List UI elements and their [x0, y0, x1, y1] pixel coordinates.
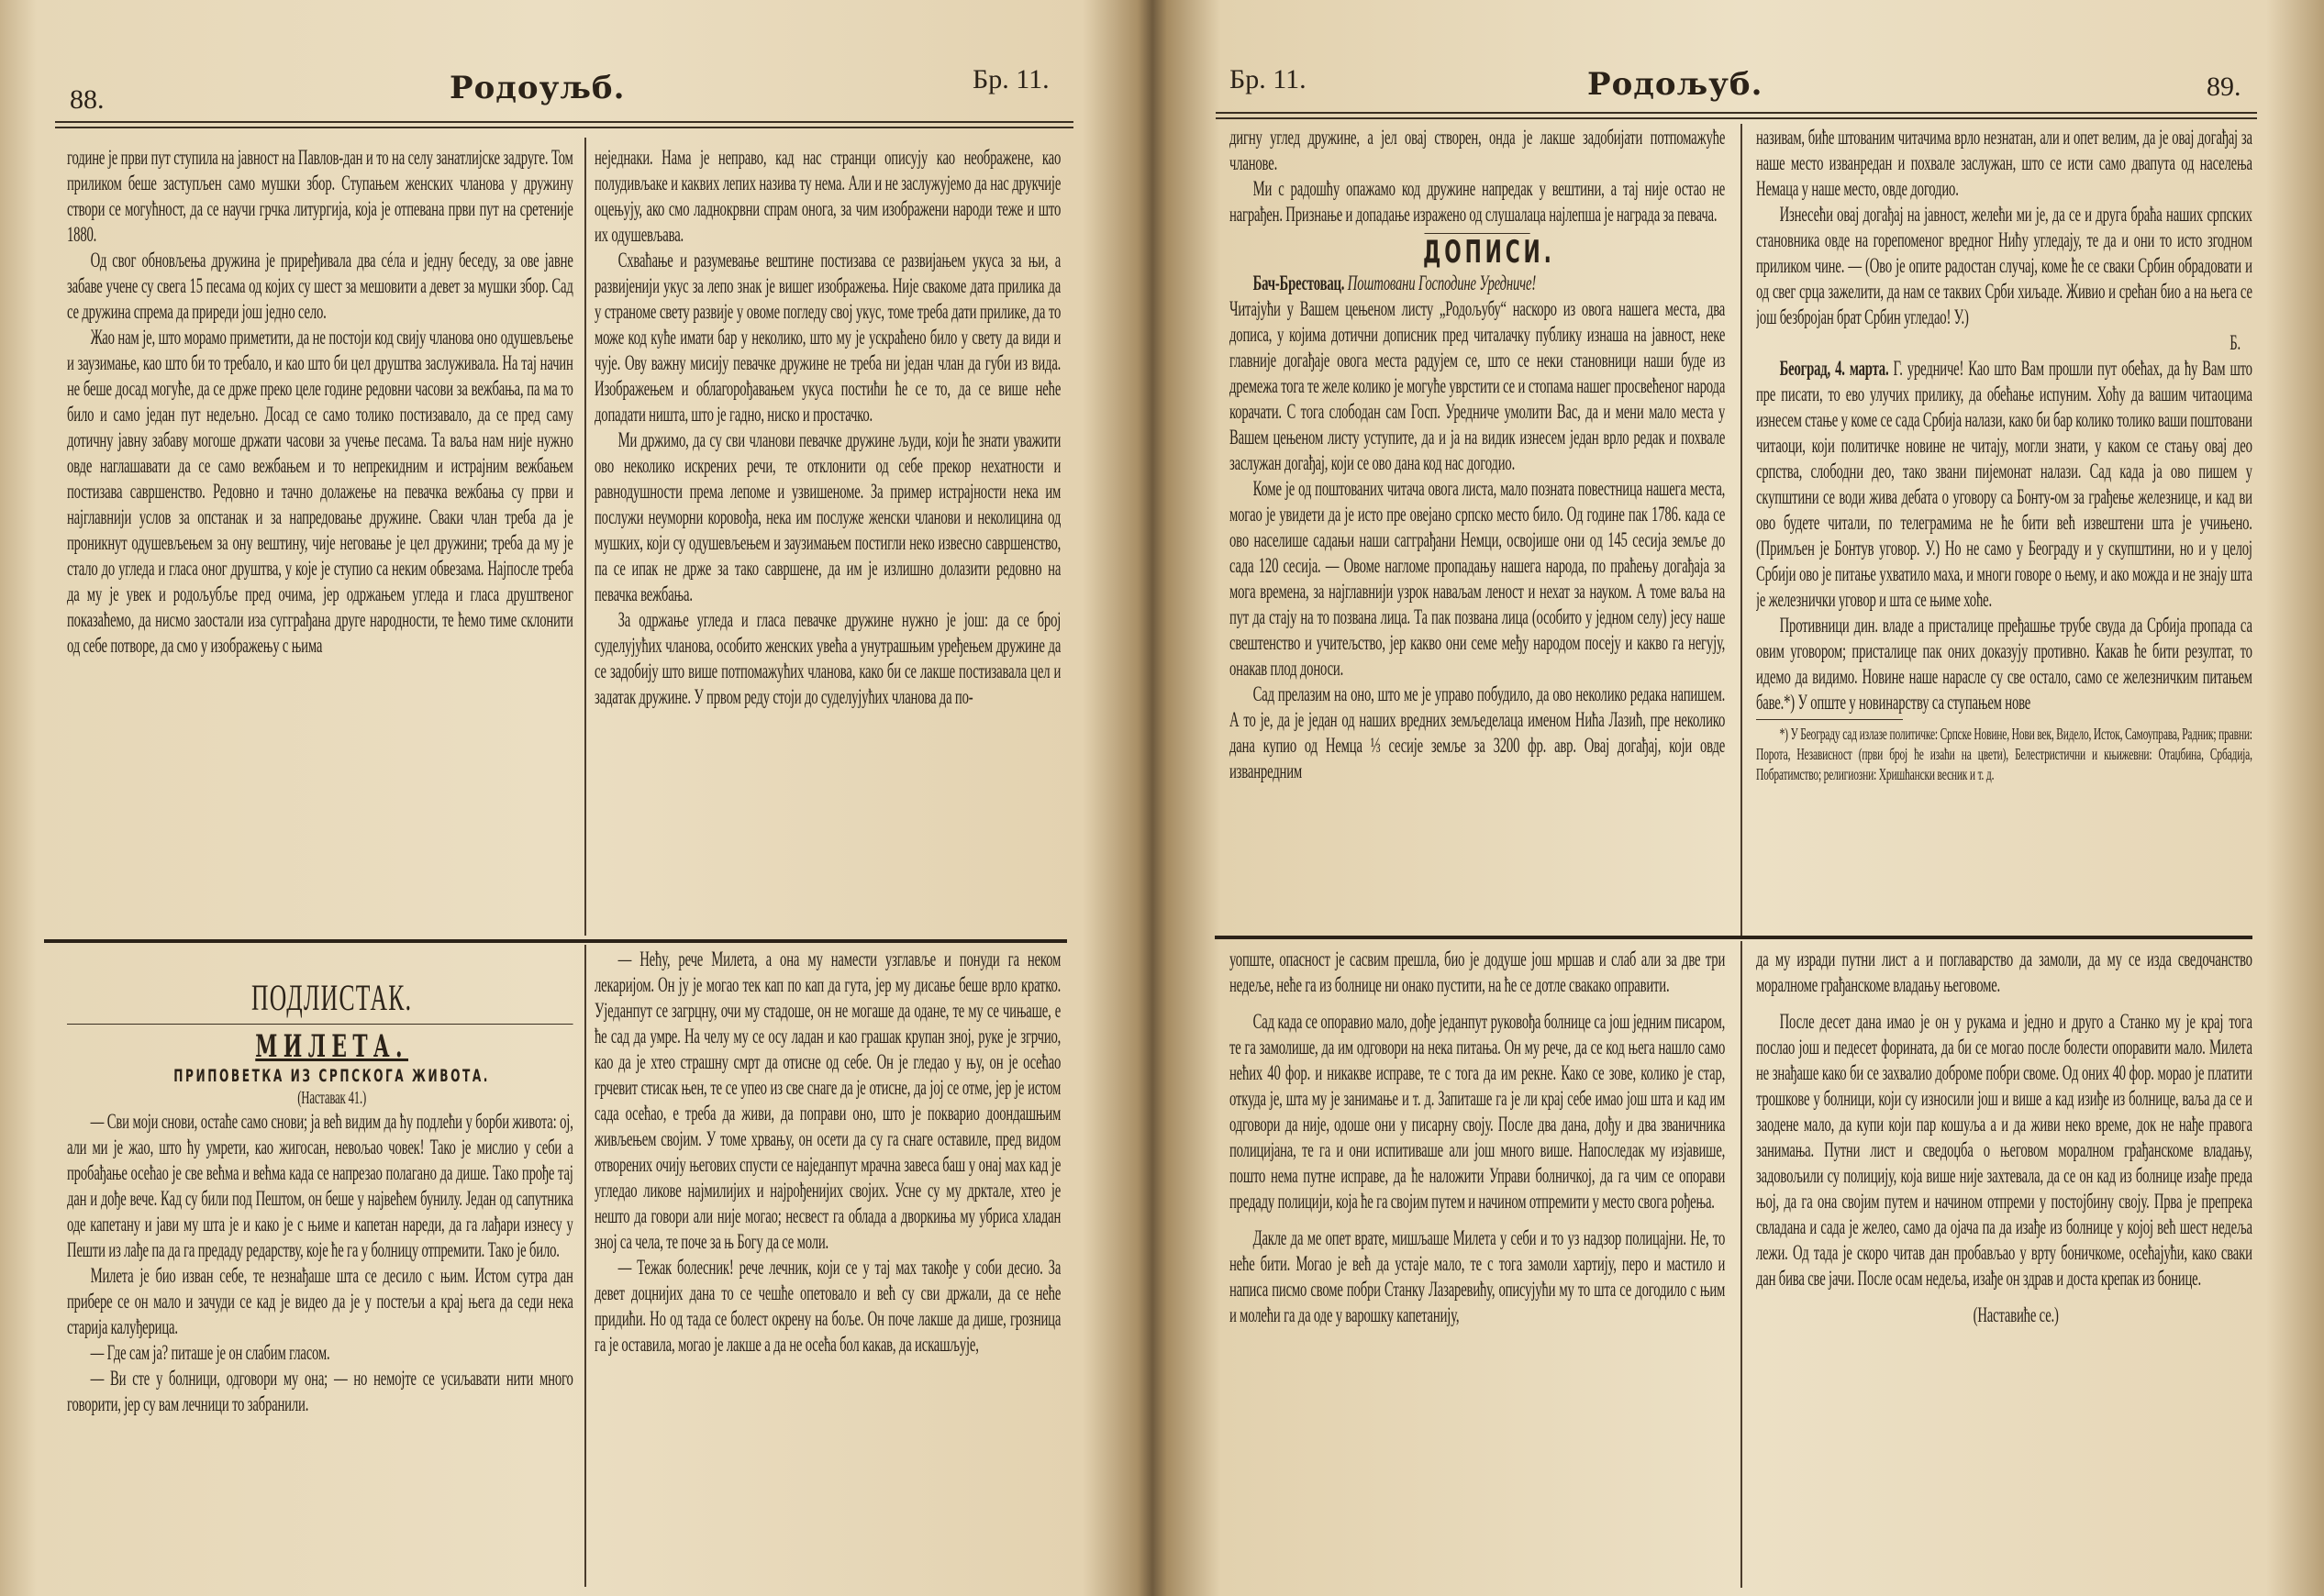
paragraph: Коме је од поштованих читача овога листа, мало позната повестница нашега места, могао је увидети да је исто пре овејано српско место било. Од године пак 1786. када се ово населише садањи наши сагграђани Немци, освојише они од 145 сесија земље до сада 120 сесија. — Овоме нагломе пропадању нашега народа, по праћењу догађаја за мога времена, за најглавнији узрок наваљам леност и нехат за науком. А томе ваља на пут да стају на то позвана лица. Та пак позвана лица (особито у једном селу) јесу наше свештенство и учитељство, јер какво они семе међу народом посеју и какво га негују, онакав плод доноси.: [1229, 477, 1726, 680]
paragraph: После десет дана имао је он у рукама и једно и друго а Станко му је крај тога послао још и педесет форината, да би се могао после болести опоравити мало. Милета не знађаше како би се захвалио доброме побри своме. Од оних 40 фор. морао је платити трошкове у болници, који су износили још и више а кад изиђе из болнице, ваља да се и заодене мало, да купи који пар кошуља а и да живи неко време, док не нађе правога занимања. Путни лист и сведоџба о његовом моралном грађанскоме владању, задовољили су полицију, која више није захтевала, да се он кад из болнице изађе преда њој, да га она својим путем и начином отпреми у постојбину своју. Прва је препрека свладана и сада је желео, само да ојача па да изађе из болнице у којој већ шест недеља лежи. Од тада је скоро читав дан пробављао у врту боничкоме, осећајући, како сваки дан бива све јачи. После осам недеља, изађе он здрав и доста крепак из бонице.: [1756, 1010, 2252, 1290]
story-title: МИЛЕТА.: [255, 1028, 409, 1065]
paragraph: За одржање угледа и гласа певачке дружине нужно је још: да се број суделујућих чланова, особито женских увећа а унутрашњим уређењем дружине да се задобију што више потпомажућих чланова, како би се лакше постизавала цел и задатак дружине. У првом реду стоји до суделујућих чланова да по-: [595, 608, 1062, 708]
paragraph: Ми с радошћу опажамо код дружине напредак у вештини, а тај није остао не награђен. Признање и допадање изражено од слушалаца најлепша је награда за певача.: [1229, 177, 1726, 226]
right-feuilleton-column-2: [1756, 947, 2252, 1590]
paragraph: Милета је био изван себе, те незнађаше шта се десило с њим. Истом сутра дан прибере се он мало и зачуди се кад је видео да је у постељи а крај њега да седи нека старија калуђерица.: [67, 1264, 573, 1338]
section-heading-dopisi: ДОПИСИ.: [1423, 234, 1555, 271]
paragraph: називам, биће штованим читачима врло незнатан, али и опет велим, да је овај догађај за наше место изванредан и похвале заслужан, што се исти само двапута од населења Немаца у наше место, овде догодио.: [1756, 126, 2252, 200]
footnote: *) У Београду сад излазе политичке: Српске Новине, Нови век, Видело, Исток, Самоуправа, Радник; правни: Порота, Независност (први број ће изаћи на цвети), Белестристични и књижевни: Отаџбина, Србадија, Побратимство; религиозни: Хришћански весник и т. д.: [1756, 725, 2252, 783]
feuilleton-rule-right: [1215, 936, 2252, 939]
paragraph: — Тежак болесник! рече лечник, који се у тај мах такође у соби десио. За девет доцнијих дана то се чешће опетовало и већ су сви држали, да се неће придићи. Но од тада се болест окрену на боље. Он поче лакше да дише, грозница га је оставила, могао је лакше а да не осећа бол какав, да искашљује,: [595, 1256, 1062, 1356]
feuilleton-section-title: ПОДЛИСТАК.: [251, 977, 413, 1018]
header-rule-left: [55, 121, 1073, 128]
paragraph: Схваћање и разумевање вештине постизава се развијањем укуса за њи, а развијенији укус за лепо знак је вишег изображења. Није свакоме дата прилика да у страноме свету развије у овоме погледу свој укус, томе треба дати прилике, да то може код куће имати бар у неколико, што му је ускраћено било у свету да види и чује. Ову важну мисију певачке дружине не треба ни један члан да губи из вида. Изображењем и облагорођавањем укуса постићи ће се то, да се више неће допадати ништа, што је гадно, ниско и простачко.: [595, 249, 1062, 426]
left-top-column-1: [67, 145, 573, 936]
column-divider: [1740, 941, 1742, 1588]
paragraph: Дакле да ме опет врате, мишљаше Милета у себи и то уз надзор полицајни. Не, то неће бити. Могао је већ да устаје мало, те с тога замоли хартију, перо и мастило и написа писмо своме побри Станку Лазаревићу, описујући му то шта се догодило с њим и молећи га да оде у варошку капетанију,: [1229, 1226, 1726, 1326]
paragraph: године је први пут ступила на јавност на Павлов-дан и то на селу занатлијске задруге. Том приликом беше заступљен само мушки збор. Ступањем женских чланова у дружину створи се могућност, да се научи грчка литургија, која је отпевана први пут на сретеније 1880.: [67, 146, 573, 246]
letter-opening: [1229, 271, 1725, 296]
paragraph: дигну углед дружине, а јел овај створен, онда је лакше задобијати потпомажуће чланове.: [1229, 126, 1726, 174]
issue-number-left: Бр. 11.: [973, 64, 1050, 94]
column-divider: [584, 945, 586, 1587]
feuilleton-rule-left: [44, 939, 1067, 943]
paragraph: уопште, опасност је сасвим прешла, био је додуше још мршав и слаб али за две три недеље, неће га из болнице ни онако пустити, на ће се дотле свакако оправити.: [1229, 948, 1726, 996]
paragraph: — Нећу, рече Милета, а она му намести узглавље и понуди га неком лекаријом. Он ју је могао тек кап по кап да гута, јер му дисање беше врло кратко. Уједанпут се загрцну, очи му стадоше, он не могаше да одане, те му се чињаше, е ће сад да умре. На челу му се осу ладан и као грашак крупан зној, руке је згрчио, као да је хтео страшну смрт да отисне од себе. Он је гледао у њу, он је осећао грчевит стисак њен, те се упео из све снаге да је отисне, да јој се отме, јер је истом сада осећао, е треба да живи, да поправи оно, што је покварио доондашњим живљењем својим. У томе хрвању, он осети да су га снаге оставиле, пред видом отворених очију његових спусти се наједанпут мрачна завеса баш у онај мах кад је угледао ликове најмилијих и најрођенијих својих. Усне су му дрктале, хтео је нешто да говори али није могао; несвест га облада а дворкиња му убриса хладан зној са чела, те поче за њ Богу да се моли.: [595, 948, 1062, 1253]
paragraph: Изнесећи овај догађај на јавност, желећи ми је, да се и друга браћа наших српских становника овде на горепоменог вредног Нићу угледају, те да и они то исто згодном приликом чине. — (Ово је опите радостан случај, коме ће се сваки Србин обрадовати и од свег срца зажелити, да нам се таквих Срби хиљаде. Живио и срећан био а на њега се још безбројан брат Србин угледао! У.): [1756, 203, 2252, 328]
paragraph: неједнаки. Нама је неправо, кад нас странци описују као неображене, као полудивљаке и каквих лепих назива ту нема. Али и не заслужујемо да нас друкчије оцењују, ако смо ладнокрвни спрам онога, за чим изображени народи теже и што их одушевљава.: [595, 146, 1062, 246]
paragraph: Жао нам је, што морамо приметити, да не постоји код свију чланова оно одушевљење и заузимање, као што би то требало, и као што би цел друштва заслуживала. На тај начин не беше досад могуће, да се држе преко целе године редовни часови за вежбања, па ма то било и само један пут недељно. Досад се само толико постизавало, да се пред саму дотичну јавну забаву могоше држати часови за учење песама. Та ваља нам није нужно овде наглашавати да се само вежбањем и то непрекидним и истрајним вежбањем постизава савршенство. Редовно и тачно долажење на певачка вежбања су први и најглавнији услов за опстанак и за напредовање дружине. Сваки члан треба да је проникнут одушевљењем за ону вештину, чије неговање је цел дружини; треба да му је стало до угледа и гласа оног друштва, у које је ступио са неким обвезама. Најпосле треба да му је увек и родољубље пред очима, јер одржањем угледа и гласа друштвеног показаћемо, да нисмо заостали иза сугграђана друге народности, те ћемо тиме склонити од себе потворе, да смо у изображењу с њима: [67, 326, 573, 657]
paragraph: — Где сам ја? питаше је он слабим гласом.: [90, 1341, 330, 1364]
column-divider: [1740, 124, 1742, 936]
left-feuilleton-column-1: [67, 976, 573, 1590]
page-number-left: 88.: [70, 84, 105, 115]
paragraph: да му изради путни лист а и поглаварство да замоли, да му се изда сведочанство моралноме грађанскоме владању његовоме.: [1756, 948, 2252, 996]
masthead-left: Родоуљб.: [450, 70, 626, 106]
installment-label: (Наставак 41.): [297, 1088, 367, 1108]
column-divider: [584, 138, 586, 936]
letter-salutation: Поштовани Господине Уредниче!: [1347, 272, 1537, 294]
paragraph: Читајући у Вашем цењеном листу „Родољубу“ наскоро из овога нашега места, два дописа, у којима дотични дописник пред читалачку публику изнаша на јавност, неке главније догађаје овога места радујем се, што се неки становници наши буде из дремежа тога те желе колико је могуће уврстити се и стопама нашег просвећеног народа корачати. С тога слободан сам Госп. Уредниче умолити Вас, да и мени мало места у Вашем цењеном листу уступите, да и ја на видик изнесем један врло редак и похвале заслужан догађај, који се ово дана код нас догодио.: [1229, 297, 1726, 474]
left-top-column-2: [595, 145, 1061, 936]
paragraph: Ми држимо, да су сви чланови певачке дружине људи, који ће знати уважити ово неколико искрених речи, те отклонити од себе прекор нехатности и равнодушности према лепоме и узвишеноме. За пример истрајности нека им послужи неуморни коровођа, нека им послуже женски чланови и неколицина од мушких, који су одушевљењем и заузимањем постигли неко извесно савршенство, па се ипак не држе за тако савршене, да им је излишно долазити редовно на певачка вежбања.: [595, 428, 1062, 605]
header-rule-right: [1216, 112, 2257, 119]
left-feuilleton-column-2: [595, 947, 1061, 1590]
paragraph: Сад прелазим на оно, што ме је управо побудило, да ово неколико редака напишем. А то је, да је један од наших вредних земљеделаца именом Нића Лазић, пре неколико дана купио од Немца ⅓ сесије земље за 3200 фр. авр. Овај догађај, који овде изванредним: [1229, 682, 1726, 782]
masthead-right: Родољуб.: [1587, 66, 1763, 103]
right-feuilleton-column-1: [1229, 947, 1725, 1590]
divider: [67, 1024, 573, 1025]
paragraph: Сад када се опоравио мало, дође једанпут руковођа болнице са још једним писаром, те га замолише, да им одговори на нека питања. Он му рече, да се код њега нашло само нећих 40 фор. и никакве исправе, те с тога да им рекне. Како се зове, колико је стар, откуда је, шта му је занимање и т. д. Запиташе га је ли крај себе имао још шта и кад им одговори да није, одоше они у писарну своју. После два дана, дођу и два званичника полицијана, те га и они испитиваше али још много више. Напоследак му изјавише, пошто нема путне исправе, да ће наложити Управи болничкој, да га чим се опорави предаду полицији, која ће га својим путем и начином отпремити у место свога рођења.: [1229, 1010, 1726, 1213]
paragraph: Г. уредниче! Као што Вам прошли пут обећах, да ћу Вам што пре писати, то ево улучих прилику, да обећање испуним. Хоћу да вашим читаоцима изнесем стање у коме се сада Србија налази, како би бар колико толико ваши поштовани читаоци, који политичке новине не читају, могли знати, у каком се стању овај део српства, слободни део, тако звани пијемонат налази. Сад када ја ово пишем у скупштини се води жива дебата о уговору са Бонту-ом за грађење железнице, и кад ви ово будете читали, по телеграмима не ће бити већ извештени шта је учињено. (Примљен је Бонтув уговор. У.) Но не само у Београду и у скупштини, но и у целој Србији ово је питање ухватило маха, и многи говоре о њему, и ако можда и не знају шта је железнички уговор и шта се њиме хоће.: [1756, 357, 2252, 611]
letter-signature: Б.: [2229, 331, 2241, 354]
paragraph: Од свог обновљења дружина је приређивала два сéла и једну беседу, за ове јавне забаве учене су свега 15 песама од којих су шест за мешовити а девет за мушки збор. Сад се дружина спрема да приреди још једно село.: [67, 249, 573, 323]
paragraph: — Сви моји снови, остаће само снови; ја већ видим да ћу подлећи у борби живота: ој, али ми је жао, што ћу умрети, као жигосан, невољао човек! Тако је мислио у себи а пробађање осећао је све већма и већма када се напрезао полагано да дише. Тако прође тај дан и дође вече. Кад су били под Пештом, он беше у највећем бунилу. Један од сапутника оде капетану и јави му шта је и како је с њиме и капетан нареди, да га лађари изнесу у Пешти из лађе па да га предаду редарству, које ће га у болницу отпремити. Тако је било.: [67, 1110, 573, 1261]
letter-place: Београд, 4. марта.: [1779, 357, 1889, 380]
right-top-column-1: [1229, 125, 1725, 932]
to-be-continued: (Наставиће се.): [1973, 1303, 2059, 1326]
letter-opening: [1756, 356, 2252, 613]
paragraph: — Ви сте у болници, одговори му она; — но немојте се усиљавати нити много говорити, јер су вам лечници то забранили.: [67, 1367, 573, 1415]
story-subtitle: ПРИПОВЕТКА ИЗ СРПСКОГА ЖИВОТА.: [173, 1066, 490, 1086]
letter-place: Бач-Брестовац.: [1252, 272, 1345, 294]
footnote-divider: [1756, 719, 1903, 720]
issue-number-right: Бр. 11.: [1229, 64, 1307, 94]
paragraph: Противници дин. владе а присталице пређашње трубе свуда да Србија пропада са овим уговором; присталице пак оних доказују противно. Какав ће бити резултат, то идемо да видимо. Новине наше нарасле су све остало, само се железничким питањем баве.*) У опште у новинарству са ступањем нове: [1756, 614, 2252, 714]
page-number-right: 89.: [2207, 72, 2241, 102]
right-top-column-2: [1756, 125, 2252, 932]
